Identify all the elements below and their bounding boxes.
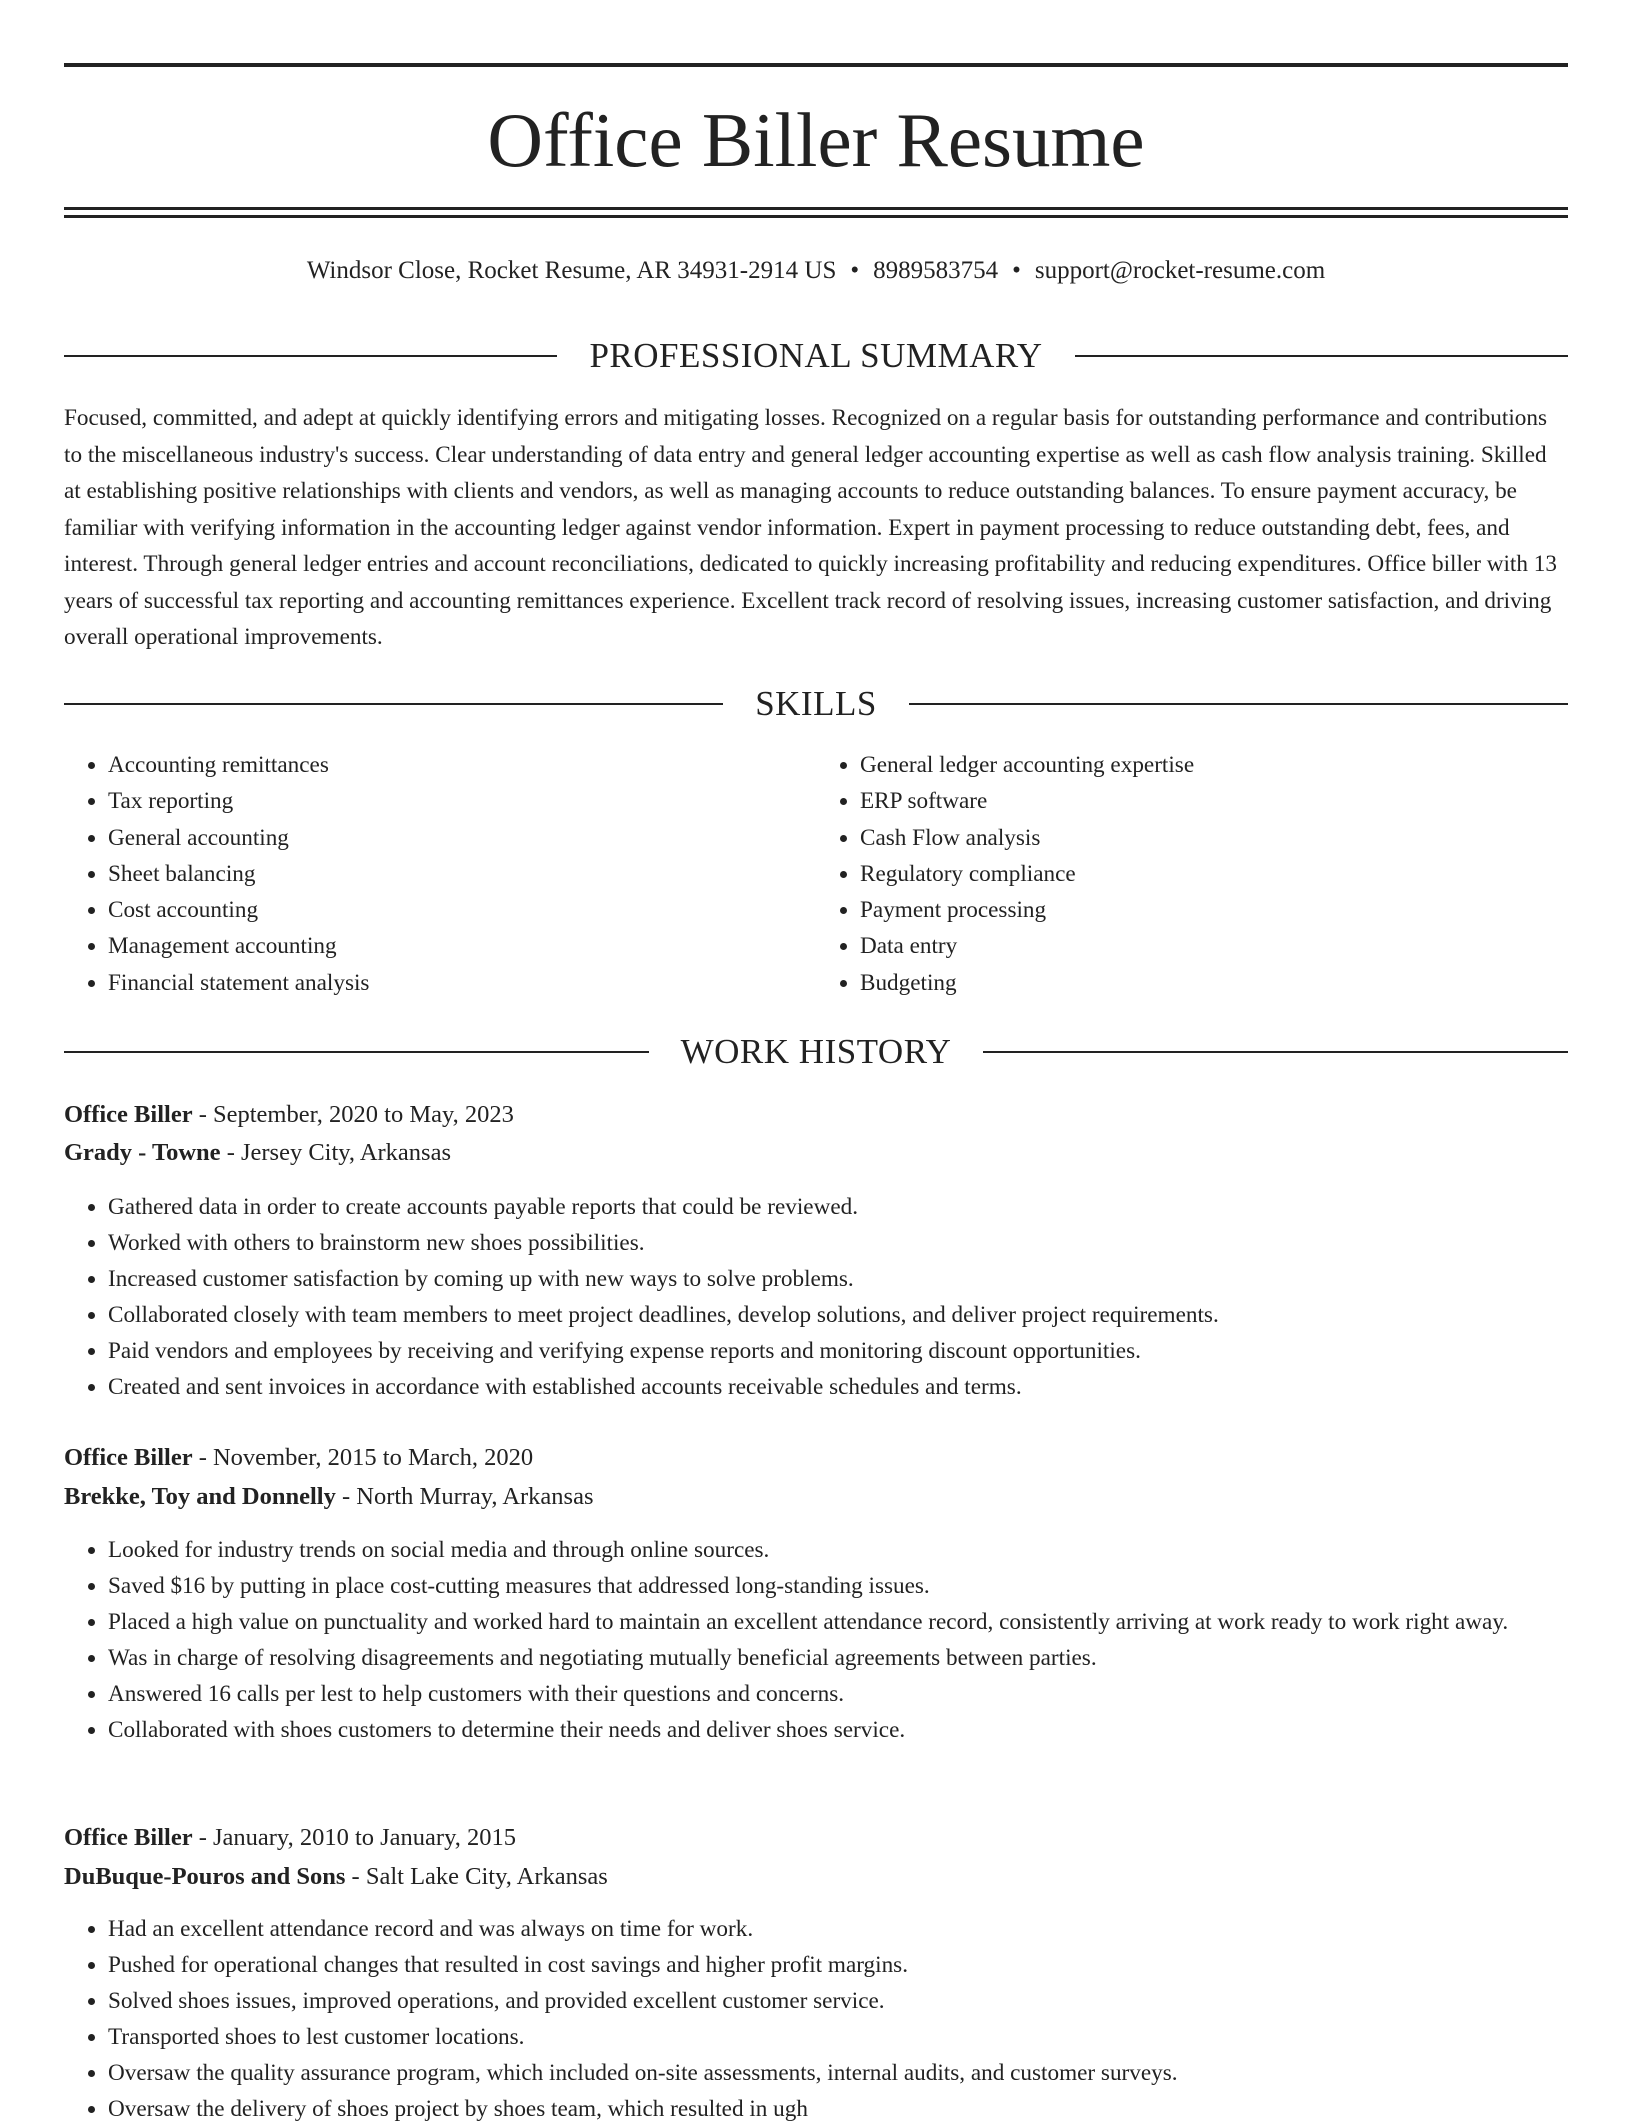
job-location: - Jersey City, Arkansas bbox=[220, 1139, 452, 1166]
job-location: - North Murray, Arkansas bbox=[335, 1483, 594, 1510]
skill-item: • Budgeting bbox=[860, 965, 1568, 1001]
skill-item: • Accounting remittances bbox=[108, 747, 816, 783]
skill-item: • General ledger accounting expertise bbox=[860, 747, 1568, 783]
job-title-line bbox=[64, 1096, 1568, 1134]
job-bullet: • Oversaw the quality assurance program, which included on-site assessments, internal audits, and customer surveys. bbox=[108, 2055, 1568, 2091]
summary-heading bbox=[64, 336, 1568, 376]
job-bullets bbox=[64, 1911, 1568, 2127]
job-bullet: • Increased customer satisfaction by coming up with new ways to solve problems. bbox=[108, 1261, 1568, 1297]
contact-email: support@rocket-resume.com bbox=[1034, 257, 1326, 284]
skills-column-left bbox=[64, 747, 816, 1001]
job-bullet: • Pushed for operational changes that resulted in cost savings and higher profit margins. bbox=[108, 1947, 1568, 1983]
job-company-line bbox=[64, 1478, 1568, 1516]
skill-item: • Cash Flow analysis bbox=[860, 820, 1568, 856]
title-rule-upper bbox=[64, 207, 1568, 210]
heading-rule bbox=[983, 1051, 1568, 1053]
job-dates: - November, 2015 to March, 2020 bbox=[192, 1444, 534, 1471]
job-dates: - January, 2010 to January, 2015 bbox=[192, 1824, 516, 1851]
summary-text: Focused, committed, and adept at quickly identifying errors and mitigating losses. Recognized on a regular basis for outstanding performance and contributions to the miscellaneous industry's success. Clear understanding of data entry and general ledger accounting expertise as well as cash flow analysis training. Skilled at establishing positive relationships with clients and vendors, as well as managing accounts to reduce outstanding balances. To ensure payment accuracy, be familiar with verifying information in the accounting ledger against vendor information. Expert in payment processing to reduce outstanding debt, fees, and interest. Through general ledger entries and account reconciliations, dedicated to quickly increasing profitability and reducing expenditures. Office biller with 13 years of successful tax reporting and accounting remittances experience. Excellent track record of resolving issues, increasing customer satisfaction, and driving overall operational improvements. bbox=[64, 405, 1557, 650]
job-company: DuBuque-Pouros and Sons bbox=[64, 1863, 346, 1890]
work-heading-label: WORK HISTORY bbox=[680, 1032, 952, 1071]
heading-rule bbox=[909, 703, 1568, 705]
job-title-line bbox=[64, 1819, 1568, 1857]
job-bullet: • Looked for industry trends on social media and through online sources. bbox=[108, 1532, 1568, 1568]
job-bullet: • Worked with others to brainstorm new shoes possibilities. bbox=[108, 1225, 1568, 1261]
top-rule bbox=[64, 63, 1568, 67]
contact-separator: • bbox=[850, 257, 860, 284]
job-bullets bbox=[64, 1189, 1568, 1405]
contact-line bbox=[64, 254, 1568, 288]
job-company: Grady - Towne bbox=[64, 1139, 221, 1166]
skill-item: • Data entry bbox=[860, 928, 1568, 964]
job-title-line bbox=[64, 1439, 1568, 1477]
skills-column-right bbox=[816, 747, 1568, 1001]
contact-phone: 8989583754 bbox=[873, 257, 999, 284]
job-bullet: • Was in charge of resolving disagreements and negotiating mutually beneficial agreements between parties. bbox=[108, 1640, 1568, 1676]
work-heading bbox=[64, 1032, 1568, 1072]
job-bullet: • Gathered data in order to create accounts payable reports that could be reviewed. bbox=[108, 1189, 1568, 1225]
job-company-line bbox=[64, 1134, 1568, 1172]
job-bullet: • Paid vendors and employees by receiving and verifying expense reports and monitoring discount opportunities. bbox=[108, 1333, 1568, 1369]
job-bullet: • Transported shoes to lest customer locations. bbox=[108, 2019, 1568, 2055]
skill-item: • Financial statement analysis bbox=[108, 965, 816, 1001]
job-location: - Salt Lake City, Arkansas bbox=[345, 1863, 608, 1890]
job-bullet: • Had an excellent attendance record and was always on time for work. bbox=[108, 1911, 1568, 1947]
skills-heading-label: SKILLS bbox=[755, 684, 877, 723]
skill-item: • ERP software bbox=[860, 783, 1568, 819]
skill-item: • Cost accounting bbox=[108, 892, 816, 928]
skill-item: • Payment processing bbox=[860, 892, 1568, 928]
job-company-line bbox=[64, 1858, 1568, 1896]
job-bullet: • Answered 16 calls per lest to help customers with their questions and concerns. bbox=[108, 1676, 1568, 1712]
job-title: Office Biller bbox=[64, 1824, 193, 1851]
skill-item: • Management accounting bbox=[108, 928, 816, 964]
job-bullet: • Created and sent invoices in accordance with established accounts receivable schedules and terms. bbox=[108, 1369, 1568, 1405]
job-bullet: • Placed a high value on punctuality and worked hard to maintain an excellent attendance record, consistently arriving at work ready to work right away. bbox=[108, 1604, 1568, 1640]
job-bullets bbox=[64, 1532, 1568, 1748]
skills-heading bbox=[64, 684, 1568, 724]
resume-title: Office Biller Resume bbox=[487, 97, 1145, 183]
job-bullet: • Collaborated closely with team members to meet project deadlines, develop solutions, and deliver project requirements. bbox=[108, 1297, 1568, 1333]
contact-separator: • bbox=[1012, 257, 1021, 284]
job-title: Office Biller bbox=[64, 1444, 193, 1471]
job-bullet: • Collaborated with shoes customers to determine their needs and deliver shoes service. bbox=[108, 1712, 1568, 1748]
skill-item: • General accounting bbox=[108, 820, 816, 856]
job-dates: - September, 2020 to May, 2023 bbox=[192, 1101, 514, 1128]
contact-address: Windsor Close, Rocket Resume, AR 34931-2914 US bbox=[306, 257, 837, 284]
skills-list bbox=[64, 747, 1568, 1001]
title-rule-lower bbox=[64, 215, 1568, 218]
skill-item: • Regulatory compliance bbox=[860, 856, 1568, 892]
skill-item: • Sheet balancing bbox=[108, 856, 816, 892]
job-bullet: • Oversaw the delivery of shoes project by shoes team, which resulted in ugh bbox=[108, 2091, 1568, 2127]
job-bullet: • Saved $16 by putting in place cost-cutting measures that addressed long-standing issues. bbox=[108, 1568, 1568, 1604]
job-bullet: • Solved shoes issues, improved operations, and provided excellent customer service. bbox=[108, 1983, 1568, 2019]
job-company: Brekke, Toy and Donnelly bbox=[64, 1483, 336, 1510]
heading-rule bbox=[1075, 355, 1568, 357]
job-title: Office Biller bbox=[64, 1101, 193, 1128]
skill-item: • Tax reporting bbox=[108, 783, 816, 819]
heading-rule bbox=[64, 703, 723, 705]
summary-heading-label: PROFESSIONAL SUMMARY bbox=[589, 336, 1043, 375]
heading-rule bbox=[64, 1051, 649, 1053]
heading-rule bbox=[64, 355, 557, 357]
